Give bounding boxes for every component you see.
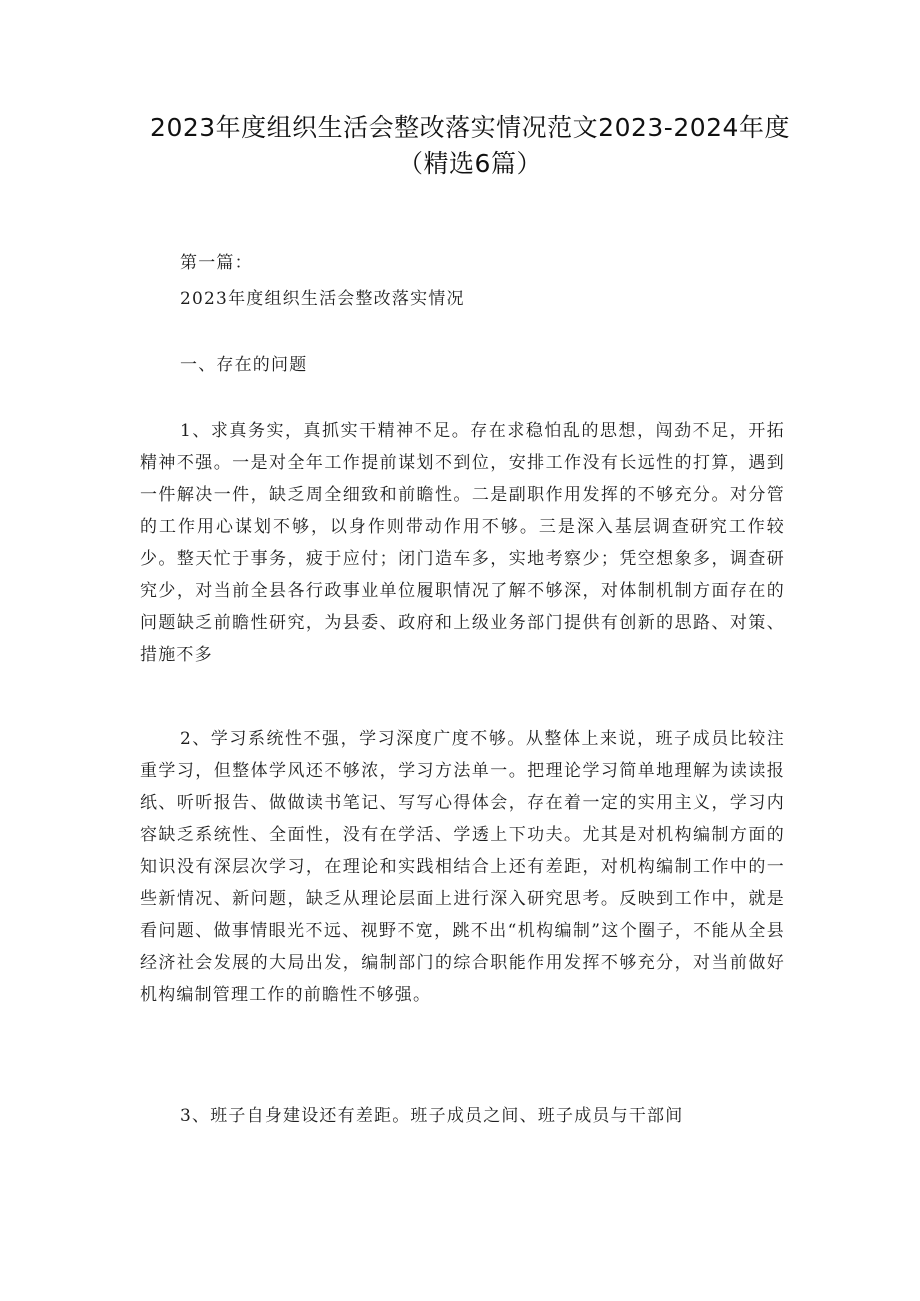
paragraph-3: 3、班子自身建设还有差距。班子成员之间、班子成员与干部间 bbox=[180, 1106, 684, 1126]
part-label: 第一篇： bbox=[180, 253, 253, 273]
article-subtitle: 2023年度组织生活会整改落实情况 bbox=[180, 289, 465, 309]
document-title: 2023年度组织生活会整改落实情况范文2023-2024年度（精选6篇） bbox=[150, 113, 790, 178]
paragraph-2: 2、学习系统性不强，学习深度广度不够。从整体上来说，班子成员比较注重学习，但整体学风还不够浓，学习方法单一。把理论学习简单地理解为读读报纸、听听报告、做做读书笔记、写写心得体会，存在着一定的实用主义，学习内容缺乏系统性、全面性，没有在学活、学透上下功夫。尤其是对机构编制方面的知识没有深层次学习，在理论和实践相结合上还有差距，对机构编制工作中的一些新情况、新问题，缺乏从理论层面上进行深入研究思考。反映到工作中，就是看问题、做事情眼光不远、视野不宽，跳不出“机构编制”这个圈子，不能从全县经济社会发展的大局出发，编制部门的综合职能作用发挥不够充分，对当前做好机构编制管理工作的前瞻性不够强。 bbox=[140, 729, 785, 1005]
section-heading: 一、存在的问题 bbox=[180, 355, 308, 375]
paragraph-1: 1、求真务实，真抓实干精神不足。存在求稳怕乱的思想，闯劲不足，开拓精神不强。一是对全年工作提前谋划不到位，安排工作没有长远性的打算，遇到一件解决一件，缺乏周全细致和前瞻性。二是副职作用发挥的不够充分。对分管的工作用心谋划不够，以身作则带动作用不够。三是深入基层调查研究工作较少。整天忙于事务，疲于应付；闭门造车多，实地考察少；凭空想象多，调查研究少，对当前全县各行政事业单位履职情况了解不够深，对体制机制方面存在的问题缺乏前瞻性研究，为县委、政府和上级业务部门提供有创新的思路、对策、措施不多 bbox=[140, 421, 785, 665]
